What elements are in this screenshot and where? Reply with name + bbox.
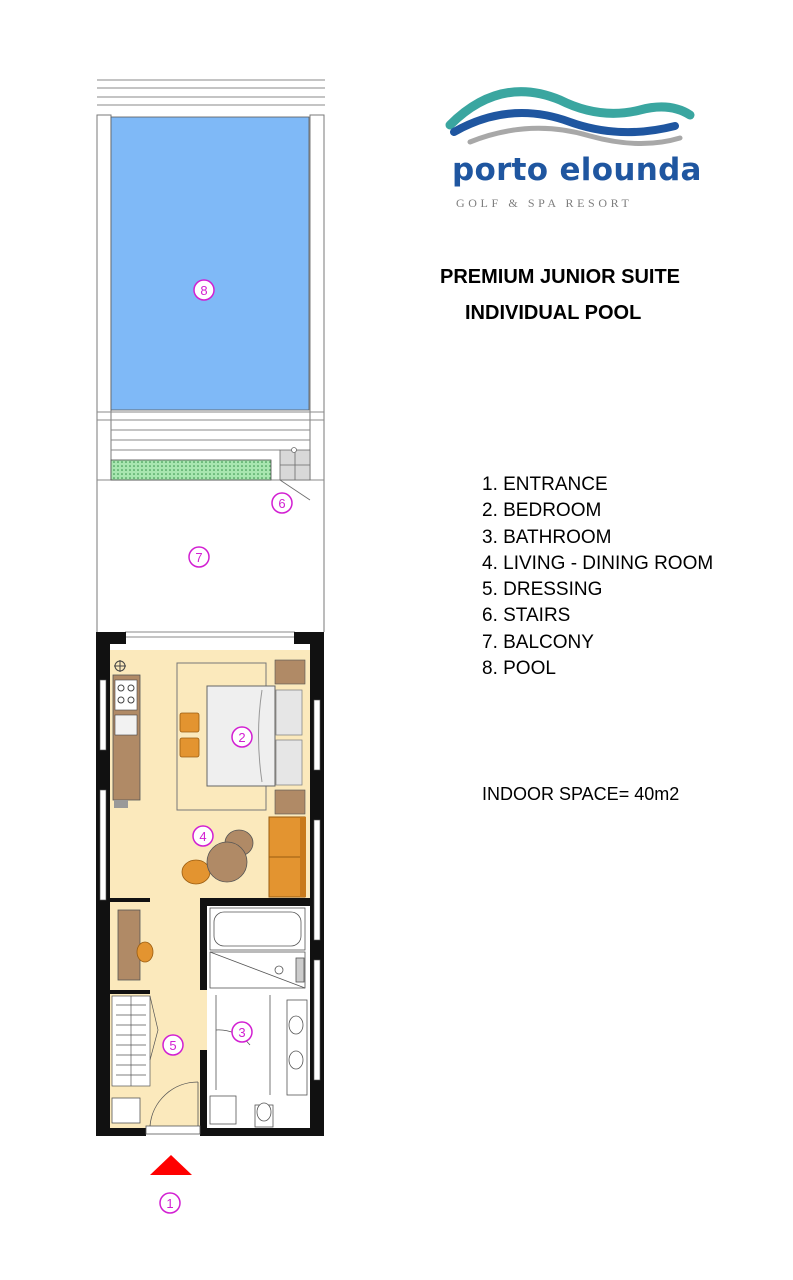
pool-edge-lines [97,80,325,105]
planter [111,460,271,480]
legend-item: 8. POOL [482,658,556,680]
balcony-glazing [125,632,295,637]
title-line-1: PREMIUM JUNIOR SUITE [440,266,681,288]
legend-item: 5. DRESSING [482,579,603,601]
kitchenette [113,660,140,808]
marker-label-5: 5 [169,1038,177,1053]
legend-item: 7. BALCONY [482,631,594,653]
marker-label-6: 6 [278,496,286,511]
title-line-2: INDIVIDUAL POOL [465,302,642,324]
marker-label-7: 7 [195,550,203,565]
brand-tagline: GOLF & SPA RESORT [456,196,633,210]
marker-label-8: 8 [200,283,208,298]
legend-item: 1. ENTRANCE [482,474,608,495]
marker-label-3: 3 [238,1025,246,1040]
marker-label-1: 1 [166,1196,174,1211]
brand-name: porto elounda [452,152,702,188]
entrance-arrow [150,1155,192,1175]
indoor-space-label: INDOOR SPACE= 40m2 [482,784,680,804]
legend-item: 6. STAIRS [482,605,571,627]
legend-item: 4. LIVING - DINING ROOM [482,552,714,574]
pool [111,117,309,410]
storage-box [112,1098,140,1123]
sofa [269,817,306,897]
marker-label-4: 4 [199,829,207,844]
room-legend [482,472,713,682]
stairs [280,448,310,501]
marker-label-2: 2 [238,730,246,745]
legend-item: 2. BEDROOM [482,500,602,522]
legend-item: 3. BATHROOM [482,526,612,548]
